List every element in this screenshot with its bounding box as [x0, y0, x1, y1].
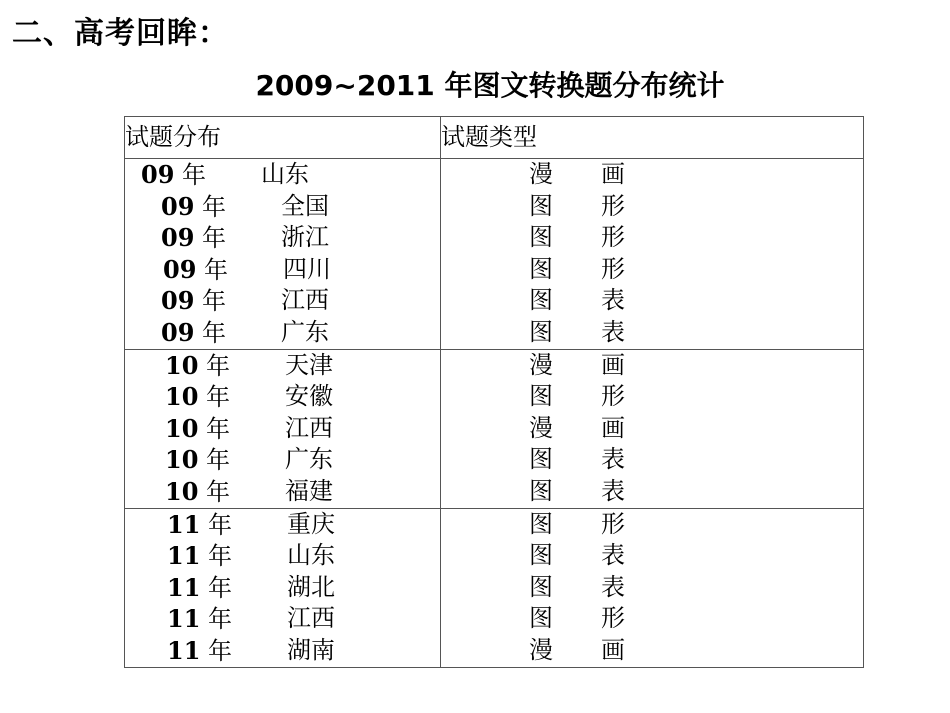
type-char-1: 图: [529, 317, 553, 346]
distribution-line: [125, 509, 440, 541]
year-suffix: 年: [208, 636, 233, 665]
type-char-1: 图: [529, 445, 553, 474]
type-char-2: 形: [601, 191, 625, 220]
type-char-2: 表: [601, 476, 625, 505]
distribution-line: [125, 603, 440, 635]
type-char-1: 图: [529, 476, 553, 505]
table-body: [125, 159, 864, 668]
year-number: 09: [161, 191, 195, 221]
year-label: [161, 222, 226, 255]
type-char-1: 漫: [529, 413, 553, 442]
type-line: [441, 222, 863, 254]
type-line: [441, 509, 863, 541]
year-suffix: 年: [206, 477, 231, 506]
year-group-row: [125, 508, 864, 667]
type-line: [441, 413, 863, 445]
year-label: [167, 603, 232, 636]
type-char-2: 画: [601, 413, 625, 442]
type-char-2: 表: [601, 286, 625, 315]
type-char-1: 图: [529, 509, 553, 538]
province-label: 全国: [281, 191, 329, 220]
year-number: 11: [167, 604, 201, 634]
distribution-line: [125, 191, 440, 223]
year-group-row: [125, 159, 864, 350]
type-char-2: 画: [601, 160, 625, 188]
distribution-line: [125, 350, 440, 382]
distribution-line: [125, 254, 440, 286]
province-label: 湖南: [287, 635, 335, 664]
type-line: [441, 444, 863, 476]
type-char-2: 形: [601, 509, 625, 538]
year-number: 09: [141, 160, 175, 189]
province-label: 江西: [285, 413, 333, 442]
distribution-line: [125, 317, 440, 349]
type-char-2: 表: [601, 572, 625, 601]
year-suffix: 年: [208, 605, 233, 634]
year-suffix: 年: [202, 192, 227, 221]
year-number: 11: [167, 572, 201, 602]
province-label: 湖北: [287, 572, 335, 601]
type-char-1: 图: [529, 541, 553, 570]
table-title: 2009~2011 年图文转换题分布统计: [255, 69, 725, 102]
section-heading: 二、高考回眸：: [12, 16, 229, 51]
year-suffix: 年: [208, 573, 233, 602]
year-label: [167, 509, 232, 542]
distribution-line: [125, 572, 440, 604]
year-suffix: 年: [182, 161, 207, 189]
type-line: [441, 191, 863, 223]
year-number: 09: [161, 286, 195, 316]
type-char-1: 图: [529, 254, 553, 283]
year-label: [165, 413, 230, 446]
province-label: 江西: [287, 604, 335, 633]
type-char-2: 形: [601, 254, 625, 283]
header-row: [125, 117, 864, 159]
type-line: [441, 572, 863, 604]
year-suffix: 年: [204, 255, 229, 284]
year-label: [167, 540, 232, 573]
header-type: 试题类型: [441, 117, 864, 159]
type-char-1: 漫: [529, 635, 553, 664]
distribution-line: [125, 413, 440, 445]
distribution-line: [125, 381, 440, 413]
type-cell: [441, 159, 864, 350]
province-label: 山东: [261, 160, 309, 188]
type-char-2: 形: [601, 223, 625, 252]
year-label: [161, 191, 226, 224]
distribution-cell: [125, 508, 441, 667]
year-number: 10: [165, 445, 199, 475]
year-label: [165, 444, 230, 477]
distribution-cell: [125, 349, 441, 508]
year-suffix: 年: [206, 446, 231, 475]
year-number: 10: [165, 350, 199, 380]
year-number: 09: [161, 223, 195, 253]
year-number: 09: [161, 317, 195, 347]
type-char-1: 图: [529, 191, 553, 220]
year-suffix: 年: [202, 224, 227, 253]
distribution-table: [124, 116, 864, 668]
distribution-line: [125, 540, 440, 572]
type-char-1: 漫: [529, 350, 553, 379]
year-number: 10: [165, 382, 199, 412]
province-label: 广东: [285, 445, 333, 474]
year-number: 11: [167, 509, 201, 539]
province-label: 山东: [287, 541, 335, 570]
type-char-1: 图: [529, 286, 553, 315]
header-distribution: 试题分布: [125, 117, 441, 159]
year-label: [167, 572, 232, 605]
type-char-2: 表: [601, 317, 625, 346]
type-char-2: 表: [601, 445, 625, 474]
year-suffix: 年: [202, 287, 227, 316]
year-label: [163, 254, 228, 287]
type-char-2: 画: [601, 350, 625, 379]
type-char-2: 形: [601, 382, 625, 411]
type-char-1: 图: [529, 604, 553, 633]
province-label: 浙江: [281, 223, 329, 252]
year-label: [165, 381, 230, 414]
year-label: [141, 159, 206, 192]
province-label: 四川: [283, 254, 331, 283]
year-number: 11: [167, 541, 201, 571]
distribution-line: [125, 444, 440, 476]
type-line: [441, 254, 863, 286]
type-cell: [441, 349, 864, 508]
type-line: [441, 635, 863, 667]
year-label: [165, 476, 230, 509]
year-group-row: [125, 349, 864, 508]
distribution-line: [125, 159, 440, 191]
type-char-1: 图: [529, 382, 553, 411]
province-label: 江西: [281, 286, 329, 315]
type-char-2: 表: [601, 541, 625, 570]
year-suffix: 年: [208, 542, 233, 571]
type-cell: [441, 508, 864, 667]
type-line: [441, 381, 863, 413]
year-number: 10: [165, 413, 199, 443]
type-line: [441, 285, 863, 317]
type-line: [441, 317, 863, 349]
type-line: [441, 159, 863, 191]
year-number: 10: [165, 476, 199, 506]
type-line: [441, 540, 863, 572]
distribution-cell: [125, 159, 441, 350]
distribution-line: [125, 635, 440, 667]
type-char-2: 形: [601, 604, 625, 633]
year-suffix: 年: [206, 383, 231, 412]
type-line: [441, 350, 863, 382]
year-suffix: 年: [206, 351, 231, 380]
year-suffix: 年: [206, 414, 231, 443]
type-char-1: 图: [529, 223, 553, 252]
type-char-2: 画: [601, 635, 625, 664]
distribution-line: [125, 285, 440, 317]
year-number: 09: [163, 254, 197, 284]
type-line: [441, 476, 863, 508]
year-suffix: 年: [202, 318, 227, 347]
province-label: 安徽: [285, 382, 333, 411]
year-label: [161, 317, 226, 350]
distribution-line: [125, 222, 440, 254]
type-char-1: 图: [529, 572, 553, 601]
year-label: [161, 285, 226, 318]
year-suffix: 年: [208, 510, 233, 539]
province-label: 广东: [281, 317, 329, 346]
distribution-line: [125, 476, 440, 508]
year-label: [165, 350, 230, 383]
year-number: 11: [167, 635, 201, 665]
type-line: [441, 603, 863, 635]
province-label: 福建: [285, 476, 333, 505]
type-char-1: 漫: [529, 160, 553, 188]
province-label: 天津: [285, 350, 333, 379]
province-label: 重庆: [287, 509, 335, 538]
year-label: [167, 635, 232, 668]
